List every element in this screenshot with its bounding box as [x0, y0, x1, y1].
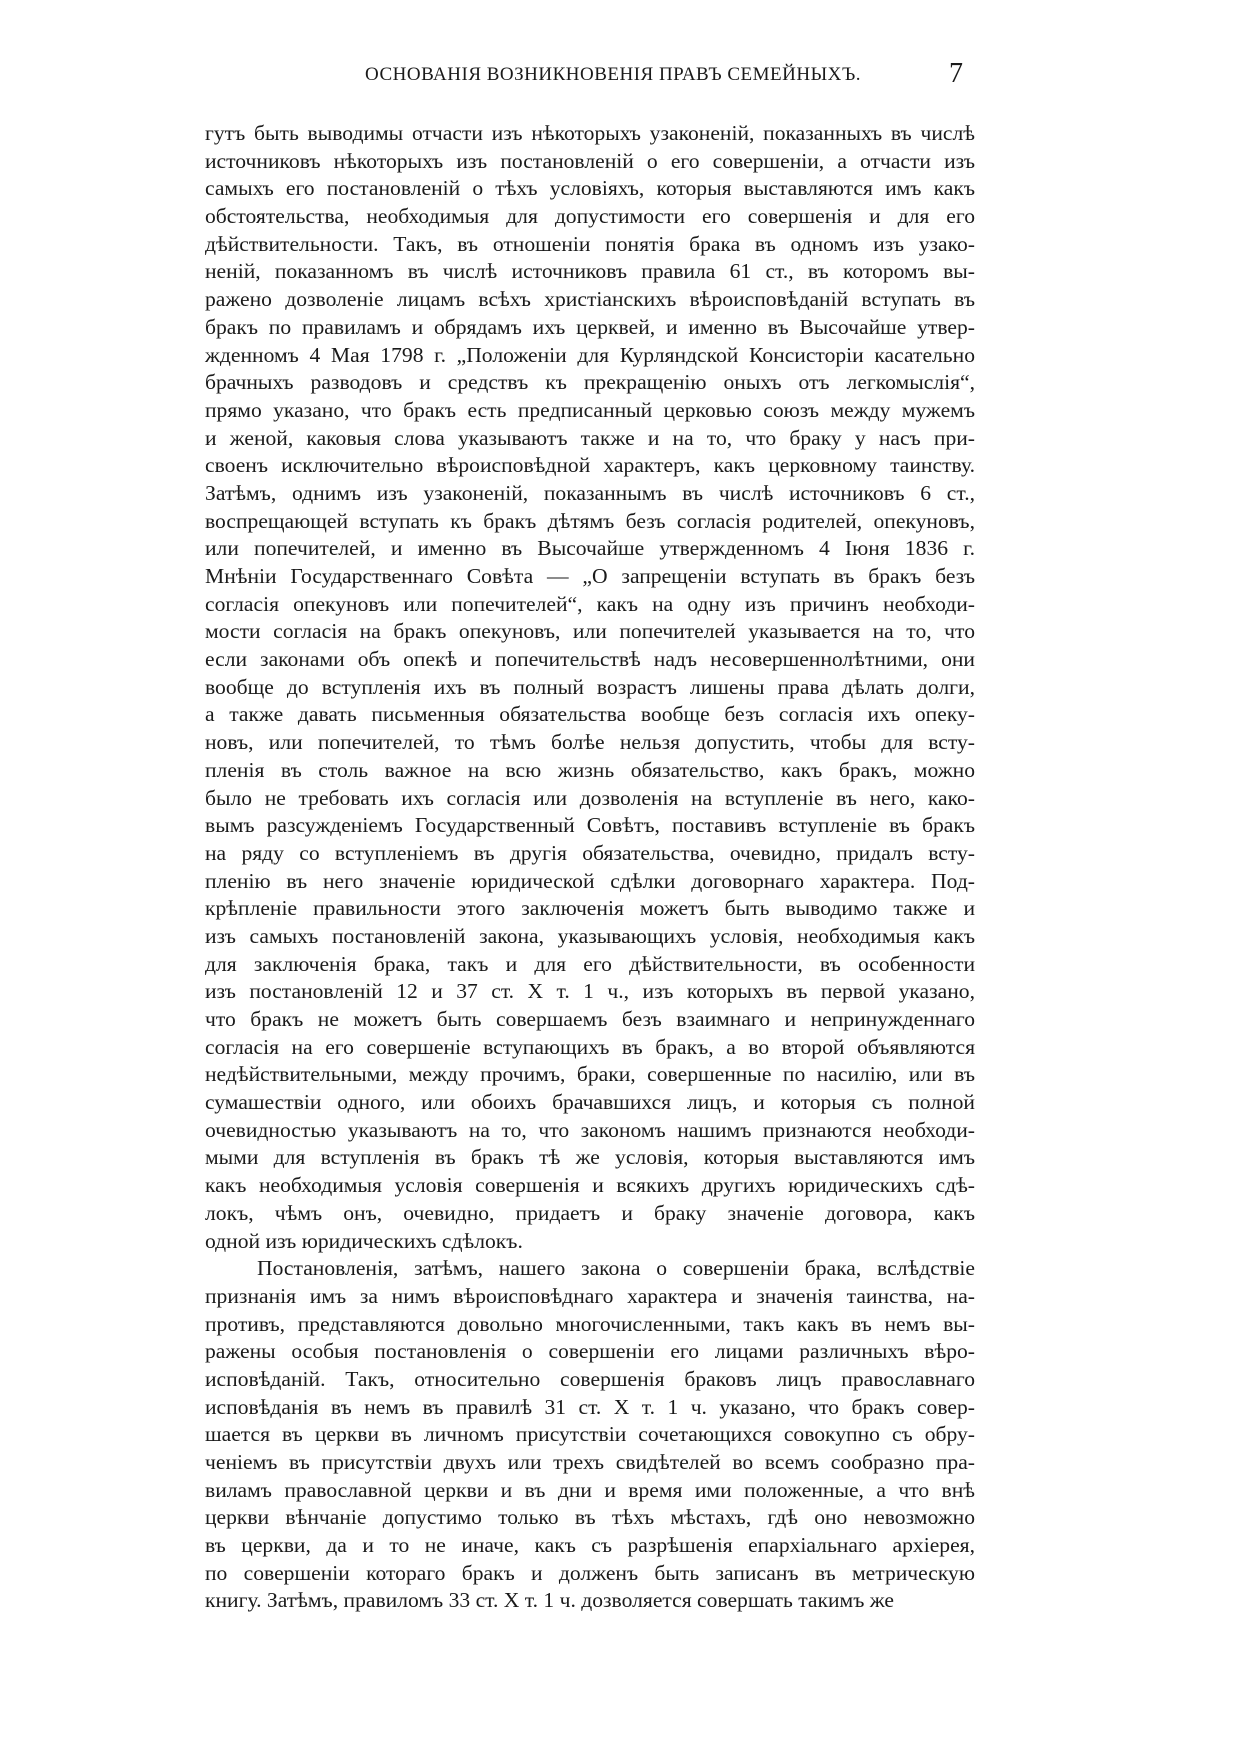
- text-line: Затѣмъ, однимъ изъ узаконеній, показаннымъ въ числѣ источниковъ 6 ст.,: [205, 480, 975, 505]
- text-line: согласія на его совершеніе вступающихъ въ бракъ, а во второй объявляются: [205, 1034, 975, 1059]
- text-line: и женой, каковыя слова указываютъ также и на то, что браку у насъ при-: [205, 425, 975, 450]
- text-line: если законами объ опекѣ и попечительствѣ надъ несовершеннолѣтними, они: [205, 647, 975, 672]
- text-line: противъ, представляются довольно многочисленными, такъ какъ въ немъ вы-: [205, 1311, 975, 1336]
- text-line: согласія опекуновъ или попечителей“, какъ на одну изъ причинъ необходи-: [205, 591, 975, 616]
- text-line: сумашествіи одного, или обоихъ брачавшихся лицъ, и которыя съ полной: [205, 1090, 975, 1115]
- text-line: ражено дозволеніе лицамъ всѣхъ христіанскихъ вѣроисповѣданій вступать въ: [205, 287, 975, 312]
- text-line: ченіемъ въ присутствіи двухъ или трехъ свидѣтелей во всемъ сообразно пра-: [205, 1450, 975, 1474]
- text-line: въ церкви, да и то не иначе, какъ съ разрѣшенія епархіальнаго архіерея,: [205, 1533, 975, 1558]
- text-line: было не требовать ихъ согласія или дозволенія на вступленіе въ него, како-: [205, 785, 975, 810]
- text-line: воспрещающей вступать къ бракъ дѣтямъ безъ согласія родителей, опекуновъ,: [205, 508, 975, 533]
- text-line: что бракъ не можетъ быть совершаемъ безъ взаимнаго и непринужденнаго: [205, 1007, 975, 1031]
- text-line: признанія имъ за нимъ вѣроисповѣднаго характера и значенія таинства, на-: [205, 1283, 975, 1308]
- text-line: Мнѣніи Государственнаго Совѣта — „О запрещеніи вступать въ бракъ безъ: [205, 564, 975, 588]
- text-line: мыми для вступленія въ бракъ тѣ же условія, которыя выставляются имъ: [205, 1145, 975, 1170]
- text-line: вымъ разсужденіемъ Государственный Совѣтъ, поставивъ вступленіе въ бракъ: [205, 813, 975, 838]
- text-line: по совершеніи котораго бракъ и долженъ быть записанъ въ метрическую: [205, 1560, 975, 1585]
- text-line: Постановленія, затѣмъ, нашего закона о совершеніи брака, вслѣдствіе: [257, 1256, 975, 1281]
- text-line: недѣйствительными, между прочимъ, браки, совершенные по насилію, или въ: [205, 1062, 975, 1087]
- text-line: брачныхъ разводовъ и средствъ къ прекращенію оныхъ отъ легкомыслія“,: [205, 370, 975, 395]
- text-line: бракъ по правиламъ и обрядамъ ихъ церквей, и именно въ Высочайше утвер-: [205, 314, 975, 339]
- text-line: жденномъ 4 Мая 1798 г. „Положеніи для Курляндской Консисторіи касательно: [205, 342, 975, 367]
- text-line: виламъ православной церкви и въ дни и время ими положенные, а что внѣ: [205, 1477, 975, 1502]
- page-number: 7: [949, 58, 963, 89]
- text-line: самыхъ его постановленій о тѣхъ условіяхъ, которыя выставляются имъ какъ: [205, 176, 975, 201]
- text-line: исповѣданій. Такъ, относительно совершенія браковъ лицъ православнаго: [205, 1366, 975, 1391]
- text-line: дѣйствительности. Такъ, въ отношеніи понятія брака въ одномъ изъ узако-: [205, 231, 975, 256]
- text-line: вообще до вступленія ихъ въ полный возрастъ лишены права дѣлать долги,: [205, 674, 975, 699]
- body-text: [205, 120, 975, 1615]
- text-line: пленія въ столь важное на всю жизнь обязательство, какъ бракъ, можно: [205, 757, 975, 782]
- text-line: прямо указано, что бракъ есть предписанный церковью союзъ между мужемъ: [205, 397, 975, 422]
- text-line: церкви вѣнчаніе допустимо только въ тѣхъ мѣстахъ, гдѣ оно невозможно: [205, 1505, 975, 1530]
- text-line: ражены особыя постановленія о совершеніи его лицами различныхъ вѣро-: [205, 1339, 975, 1364]
- text-line: на ряду со вступленіемъ въ другія обязательства, очевидно, придалъ всту-: [205, 840, 975, 865]
- text-line: гутъ быть выводимы отчасти изъ нѣкоторыхъ узаконеній, показанныхъ въ числѣ: [205, 121, 975, 145]
- text-line: локъ, чѣмъ онъ, очевидно, придаетъ и браку значеніе договора, какъ: [205, 1200, 975, 1225]
- paragraph-1: [205, 120, 975, 1255]
- text-line: новъ, или попечителей, то тѣмъ болѣе нельзя допустить, чтобы для всту-: [205, 730, 975, 755]
- text-line: или попечителей, и именно въ Высочайше утвержденномъ 4 Іюня 1836 г.: [205, 536, 975, 561]
- text-line: обстоятельства, необходимыя для допустимости его совершенія и для его: [205, 204, 975, 229]
- text-line: книгу. Затѣмъ, правиломъ 33 ст. X т. 1 ч. дозволяется совершать такимъ же: [205, 1588, 894, 1613]
- text-line: а также давать письменныя обязательства вообще безъ согласія ихъ опеку-: [205, 702, 975, 727]
- text-line: неній, показанномъ въ числѣ источниковъ правила 61 ст., въ которомъ вы-: [205, 259, 975, 284]
- text-line: своенъ исключительно вѣроисповѣдной характеръ, какъ церковному таинству.: [205, 453, 975, 478]
- paragraph-2: [205, 1255, 975, 1615]
- text-line: пленію въ него значеніе юридической сдѣлки договорнаго характера. Под-: [205, 868, 975, 893]
- text-line: источниковъ нѣкоторыхъ изъ постановленій о его совершеніи, а отчасти изъ: [205, 148, 975, 173]
- text-line: одной изъ юридическихъ сдѣлокъ.: [205, 1228, 523, 1253]
- text-line: исповѣданія въ немъ въ правилѣ 31 ст. X т. 1 ч. указано, что бракъ совер-: [205, 1394, 975, 1419]
- text-line: мости согласія на бракъ опекуновъ, или попечителей указывается на то, что: [205, 619, 975, 644]
- running-title: ОСНОВАНІЯ ВОЗНИКНОВЕНІЯ ПРАВЪ СЕМЕЙНЫХЪ.: [365, 64, 862, 85]
- text-line: крѣпленіе правильности этого заключенія можетъ быть выводимо также и: [205, 896, 975, 921]
- running-head: [205, 58, 975, 98]
- text-line: какъ необходимыя условія совершенія и всякихъ другихъ юридическихъ сдѣ-: [205, 1173, 975, 1198]
- text-line: шается въ церкви въ личномъ присутствіи сочетающихся совокупно съ обру-: [205, 1422, 975, 1447]
- text-line: очевидностью указываютъ на то, что закономъ нашимъ признаются необходи-: [205, 1117, 975, 1142]
- text-line: изъ самыхъ постановленій закона, указывающихъ условія, необходимыя какъ: [205, 923, 975, 948]
- text-line: для заключенія брака, такъ и для его дѣйствительности, въ особенности: [205, 951, 975, 976]
- text-line: изъ постановленій 12 и 37 ст. X т. 1 ч., изъ которыхъ въ первой указано,: [205, 979, 975, 1004]
